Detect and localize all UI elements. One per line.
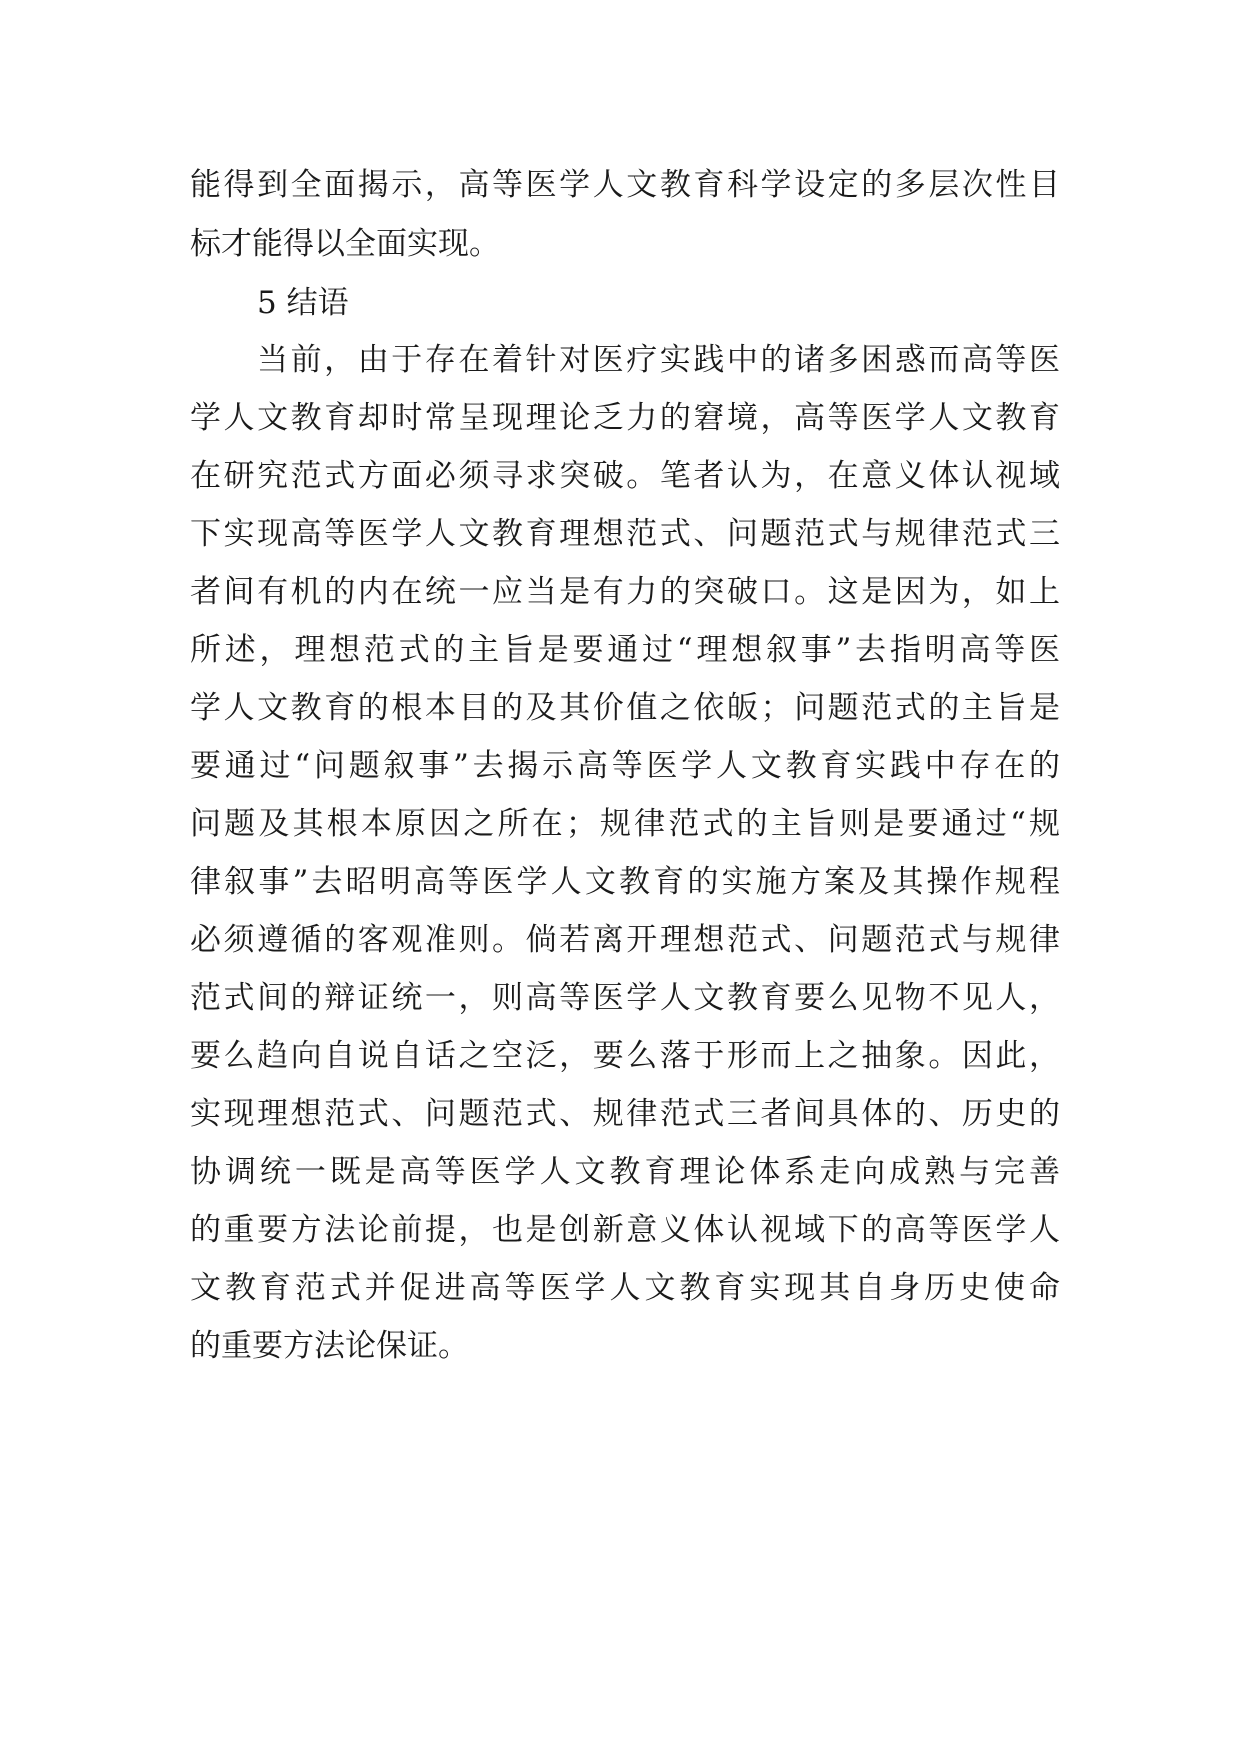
section-heading: 5 结语 xyxy=(257,285,349,321)
paragraph-line: 范式间的辩证统一，则高等医学人文教育要么见物不见人， xyxy=(190,980,1060,1016)
paragraph-line: 标才能得以全面实现。 xyxy=(190,226,500,262)
paragraph-line: 文教育范式并促进高等医学人文教育实现其自身历史使命 xyxy=(190,1270,1060,1306)
paragraph-line: 实现理想范式、问题范式、规律范式三者间具体的、历史的 xyxy=(190,1096,1060,1132)
paragraph-line: 的重要方法论前提，也是创新意义体认视域下的高等医学人 xyxy=(190,1212,1060,1248)
paragraph-line: 当前，由于存在着针对医疗实践中的诸多困惑而高等医 xyxy=(257,342,1060,378)
paragraph-line: 协调统一既是高等医学人文教育理论体系走向成熟与完善 xyxy=(190,1154,1060,1190)
paragraph-line: 问题及其根本原因之所在；规律范式的主旨则是要通过“规 xyxy=(190,806,1060,842)
paragraph-line: 要么趋向自说自话之空泛，要么落于形而上之抽象。因此， xyxy=(190,1038,1060,1074)
paragraph-line: 要通过“问题叙事”去揭示高等医学人文教育实践中存在的 xyxy=(190,748,1060,784)
paragraph-line: 必须遵循的客观准则。倘若离开理想范式、问题范式与规律 xyxy=(190,922,1060,958)
paragraph-line: 学人文教育却时常呈现理论乏力的窘境，高等医学人文教育 xyxy=(190,400,1060,436)
paragraph-line: 能得到全面揭示，高等医学人文教育科学设定的多层次性目 xyxy=(190,167,1060,203)
paragraph-line: 所述，理想范式的主旨是要通过“理想叙事”去指明高等医 xyxy=(190,632,1060,668)
paragraph-line: 在研究范式方面必须寻求突破。笔者认为，在意义体认视域 xyxy=(190,458,1060,494)
paragraph-line: 律叙事”去昭明高等医学人文教育的实施方案及其操作规程 xyxy=(190,864,1060,900)
paragraph-line: 者间有机的内在统一应当是有力的突破口。这是因为，如上 xyxy=(190,574,1060,610)
paragraph-line: 学人文教育的根本目的及其价值之依皈；问题范式的主旨是 xyxy=(190,690,1060,726)
paragraph-line: 的重要方法论保证。 xyxy=(190,1328,469,1364)
paragraph-line: 下实现高等医学人文教育理想范式、问题范式与规律范式三 xyxy=(190,516,1060,552)
